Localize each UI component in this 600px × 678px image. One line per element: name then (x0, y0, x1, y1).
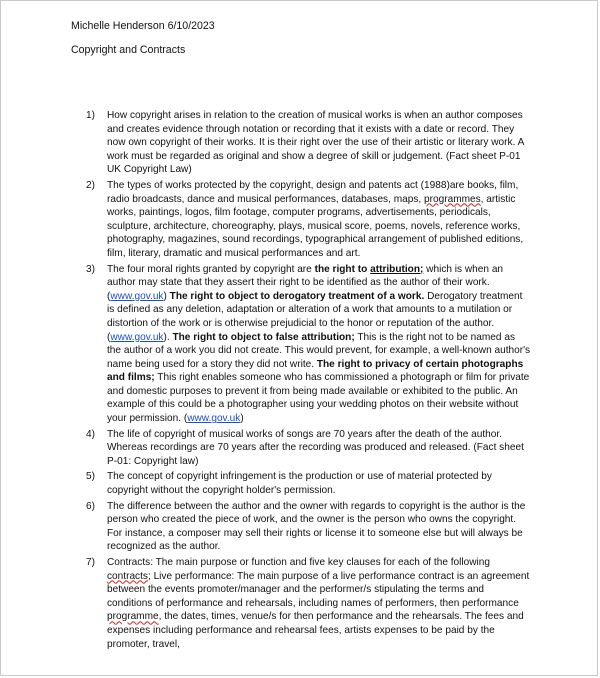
item-text: ). (163, 331, 173, 343)
spellcheck-word: contracts; (107, 570, 151, 582)
gov-uk-link[interactable]: www.gov.uk (110, 331, 164, 343)
item-text: The concept of copyright infringement is the production or use of material protected by copyright without the copyright holder's permission. (107, 471, 492, 497)
bold-text: the right to (314, 263, 371, 275)
gov-uk-link[interactable]: www.gov.uk (187, 413, 241, 425)
list-item (86, 500, 531, 554)
item-text: This right enables someone who has commissioned a photograph or film for private and domestic purposes to prevent it from being made available or exhibited to the public. An example of this could be a photographer using your wedding photos on their website without your permission. ( (107, 372, 530, 425)
author-date: Michelle Henderson 6/10/2023 (71, 20, 215, 32)
item-text: which is when an author may state that they assert their right to be identified as the author of their work. ( (107, 263, 504, 302)
list-number: 4) (86, 428, 95, 440)
document-header (71, 19, 215, 67)
item-text: How copyright arises in relation to the creation of musical works is when an author composes and creates evidence through notation or recording that it exists with a date or record. They now own copyright of their works. It is their right over the use of their artistic or literary work. A work must be regarded as original and show a degree of skill or judgement. (Fact sheet P-01 UK Copyright Law) (107, 110, 524, 176)
bold-text: The right to object to derogatory treatment of a work. (169, 290, 425, 302)
list-number: 3) (86, 263, 95, 275)
bold-underlined-text: attribution; (370, 263, 424, 275)
item-text: ) (240, 413, 244, 425)
numbered-list (86, 109, 531, 653)
list-item (86, 109, 531, 177)
document-title: Copyright and Contracts (71, 44, 186, 56)
list-item (86, 470, 531, 497)
list-item (86, 428, 531, 469)
item-text: Live performance: The main purpose of a live performance contract is an agreement between the events promoter/manager and the performer/s stipulating the terms and conditions of performance and rehearsals, including names of performers, then performance (107, 570, 530, 609)
list-number: 1) (86, 110, 95, 121)
spellcheck-word: programme (107, 611, 159, 623)
list-item (86, 179, 531, 261)
item-text: This is the right not to be named as the author of a work you did not create. This would prevent, for example, a well-known author's name being used for a story they did not write. (107, 331, 531, 370)
list-item (86, 556, 531, 651)
item-text: The types of works protected by the copyright, design and patents act (1988)are books, film, radio broadcasts, dance and musical performances, databases, maps, (107, 179, 519, 205)
item-text: The four moral rights granted by copyright are (107, 263, 315, 275)
list-item (86, 263, 531, 426)
gov-uk-link[interactable]: www.gov.uk (110, 290, 164, 302)
item-text: , artistic works, paintings, logos, film footage, computer programs, advertisements, periodicals, sculpture, architecture, choreography, plays, musical score, poems, novels, reference works, photography, magazines, sound recordings, typographical arrangement of published editions, film, literary, dramatic and musical performances and art. (107, 193, 524, 259)
item-text: ) (163, 290, 167, 302)
item-text: Derogatory treatment is defined as any deletion, adaptation or alteration of a work that amounts to a mutilation or distortion of the work or is otherwise prejudicial to the honor or reputation of the author. ( (107, 290, 523, 343)
bold-text: The right to object to false attribution; (172, 331, 355, 343)
list-number: 5) (86, 471, 95, 483)
bold-text: The right to privacy of certain photographs and films; (107, 358, 524, 384)
item-text: Contracts: The main purpose or function and five key clauses for each of the following (107, 557, 491, 568)
spellcheck-word: programmes (424, 193, 481, 205)
item-text: , the dates, times, venue/s for then performance and the rehearsals. The fees and expenses including performance and rehearsal fees, artists expenses to be paid by the promoter, travel, (107, 611, 524, 650)
item-text: The difference between the author and the owner with regards to copyright is the author is the person who created the piece of work, and the owner is the person who owns the copyright. For instance, a composer may sell their rights or license it to someone else but will always be recognized as the author. (107, 500, 526, 553)
list-number: 7) (86, 557, 95, 568)
item-text: The life of copyright of musical works of songs are 70 years after the death of the author. Whereas recordings are 70 years after the recording was produced and released. (Fact sheet P-01: Copyright law) (107, 428, 524, 467)
list-number: 2) (86, 179, 95, 191)
list-number: 6) (86, 500, 95, 512)
